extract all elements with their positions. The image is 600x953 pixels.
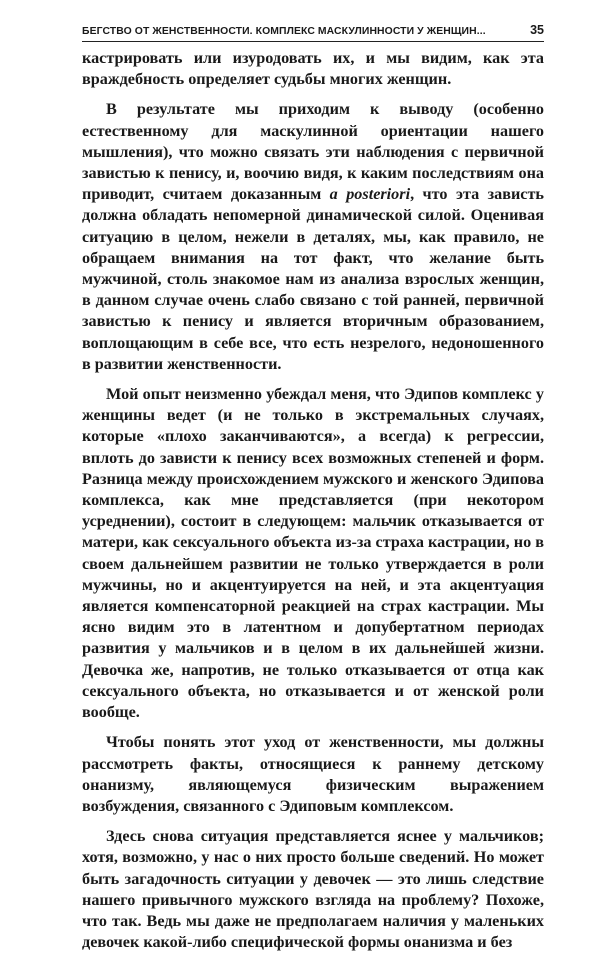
page-number: 35 — [530, 23, 544, 37]
running-title: БЕГСТВО ОТ ЖЕНСТВЕННОСТИ. КОМПЛЕКС МАСКУЛИННОСТИ У ЖЕНЩИН... — [82, 26, 486, 37]
paragraph-2-part-2: , что эта зависть должна обладать непомерной динамической силой. Оценивая ситуацию в целом, нежели в деталях, мы, как правило, не обращаем внимания на тот факт, что желание быть мужчиной, столь знакомое нам из анализа взрослых женщин, в данном случае очень слабо связано с той ранней, первичной завистью к пенису и является вторичным образованием, воплощающим в себе все, что есть незрелого, недоношенного в развитии женственности. — [82, 185, 544, 373]
paragraph-3: Мой опыт неизменно убеждал меня, что Эдипов комплекс у женщины ведет (и не только в экстремальных случаях, которые «плохо заканчиваются», а всегда) к регрессии, вплоть до зависти к пенису всех возможных степеней и форм. Разница между происхождением мужского и женского Эдипова комплекса, как мне представляется (при некотором усреднении), состоит в следующем: мальчик отказывается от матери, как сексуального объекта из-за страха кастрации, но в своем дальнейшем развитии не только утверждается в роли мужчины, но и акцентуируется на ней, и эта акцентуация является компенсаторной реакцией на страх кастрации. Мы ясно видим это в латентном и допубертатном периодах развития у мальчиков и в целом в их дальнейшей жизни. Девочка же, напротив, не только отказывается от отца как сексуального объекта, но отказывается и от женской роли вообще. — [82, 385, 544, 722]
paragraph-2-part-1: В результате мы приходим к выводу (особенно естественному для маскулинной ориентации нашего мышления), что можно связать эти наблюдения с первичной завистью к пенису, и, воочию видя, к каким последствиям она приводит, считаем доказанным — [82, 100, 544, 204]
paragraph-2 — [82, 99, 544, 375]
paragraph-1: кастрировать или изуродовать их, и мы видим, как эта враждебность определяет судьбы многих женщин. — [82, 49, 544, 89]
paragraph-5: Здесь снова ситуация представляется яснее у мальчиков; хотя, возможно, у нас о них просто больше сведений. Но может быть загадочность ситуации у девочек — это лишь следствие нашего привычного мужского взгляда на проблему? Похоже, что так. Ведь мы даже не предполагаем наличия у маленьких девочек какой-либо специфической формы онанизма и без — [82, 827, 544, 952]
running-head — [82, 12, 544, 42]
body-text — [82, 48, 544, 953]
paragraph-4: Чтобы понять этот уход от женственности, мы должны рассмотреть факты, относящиеся к раннему детскому онанизму, являющемуся физическим выражением возбуждения, связанного с Эдиповым комплексом. — [82, 733, 544, 815]
latin-phrase: a posteriori — [329, 185, 411, 204]
